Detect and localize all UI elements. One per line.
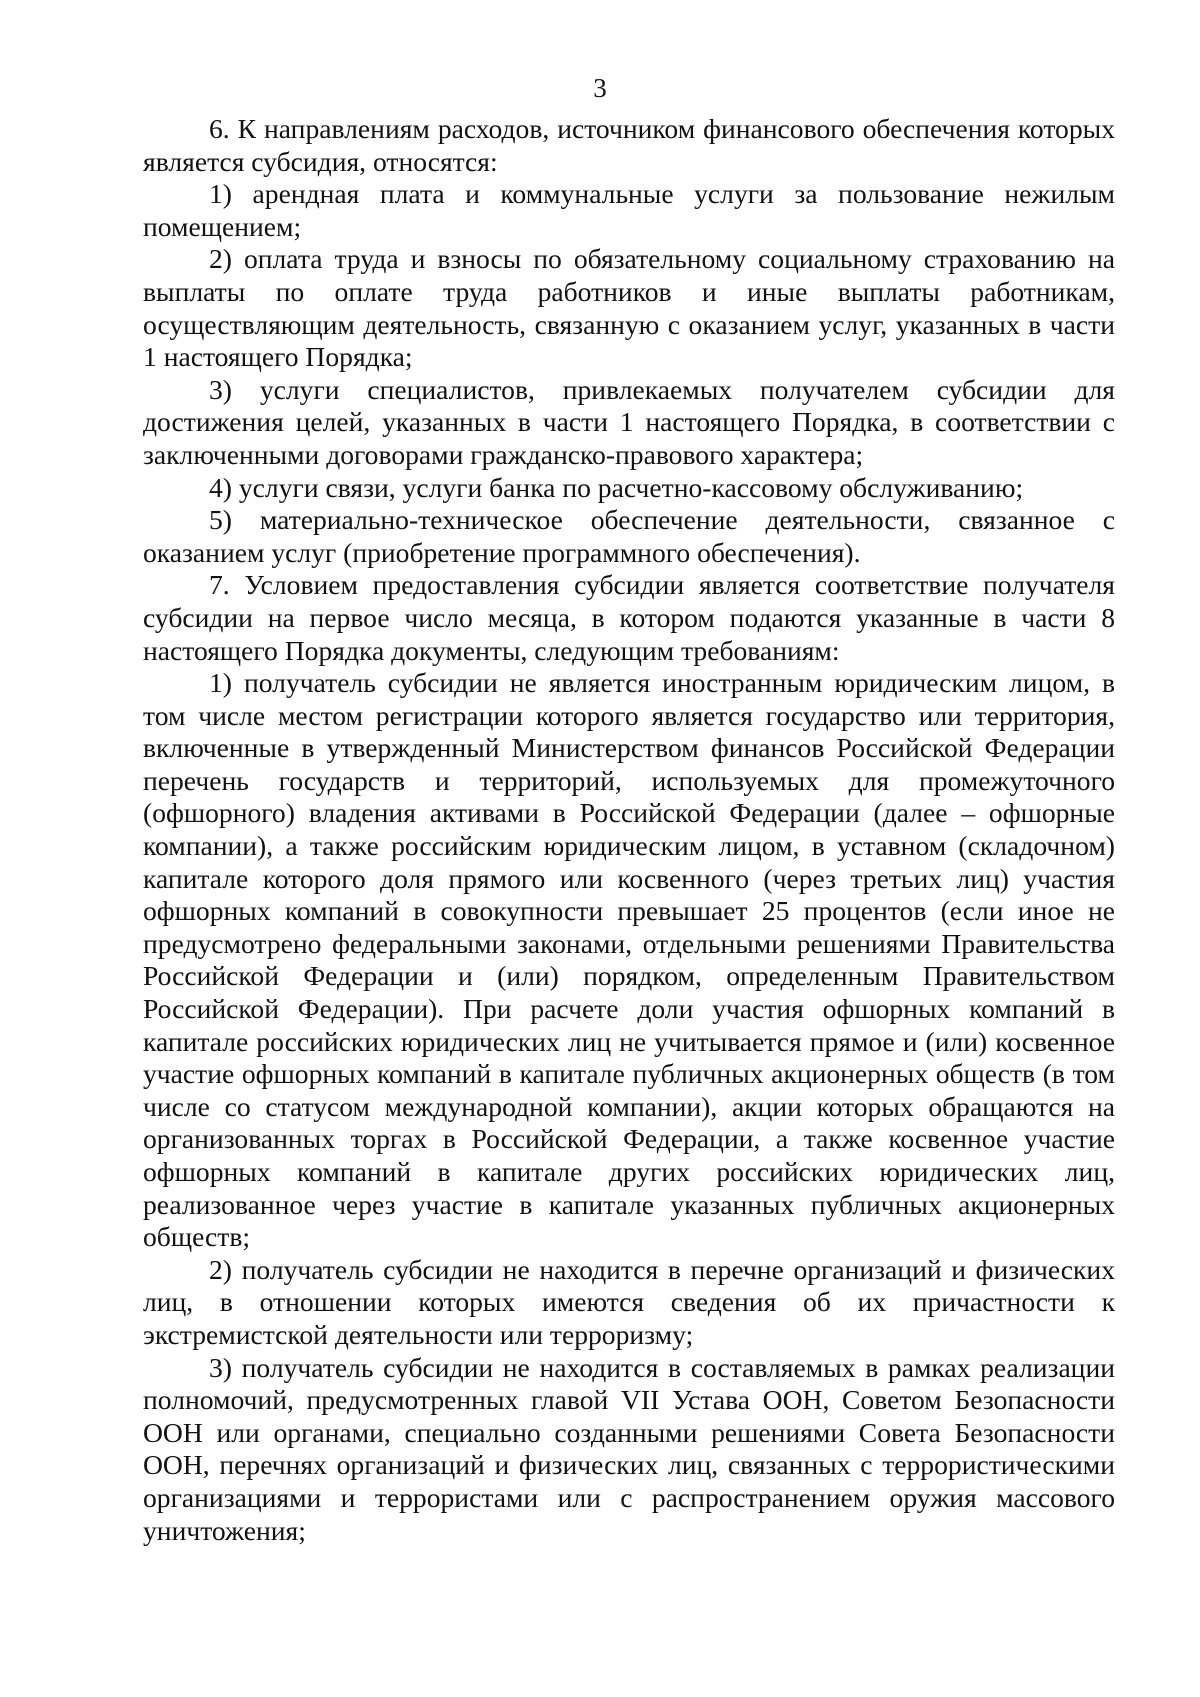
paragraph-7-heading: 7. Условием предоставления субсидии является соответствие получателя субсидии на первое число месяца, в котором подаются указанные в части 8 настоящего Порядка документы, следующим требованиям: xyxy=(143,569,1115,666)
list-item-6-4: 4) услуги связи, услуги банка по расчетно-кассовому обслуживанию; xyxy=(209,471,1024,503)
list-item-7-3: 3) получатель субсидии не находится в составляемых в рамках реализации полномочий, предусмотренных главой VII Устава ООН, Советом Безопасности ООН или органами, специально созданными решениями Совета Безопасности ООН, перечнях организаций и физических лиц, связанных с террористическими организациями и террористами или с распространением оружия массового уничтожения; xyxy=(143,1351,1115,1546)
page-number: 3 xyxy=(593,73,607,103)
document-body xyxy=(143,113,1115,1547)
paragraph-6-heading: 6. К направлениям расходов, источником финансового обеспечения которых является субсидия, относятся: xyxy=(143,113,1115,177)
list-item-6-1: 1) арендная плата и коммунальные услуги за пользование нежилым помещением; xyxy=(143,178,1115,242)
list-item-6-3: 3) услуги специалистов, привлекаемых получателем субсидии для достижения целей, указанных в части 1 настоящего Порядка, в соответствии с заключенными договорами гражданско-правового характера; xyxy=(143,373,1115,470)
list-item-6-2: 2) оплата труда и взносы по обязательному социальному страхованию на выплаты по оплате труда работников и иные выплаты работникам, осуществляющим деятельность, связанную с оказанием услуг, указанных в части 1 настоящего Порядка; xyxy=(143,243,1115,373)
list-item-7-2: 2) получатель субсидии не находится в перечне организаций и физических лиц, в отношении которых имеются сведения об их причастности к экстремистской деятельности или терроризму; xyxy=(143,1253,1115,1350)
list-item-6-5: 5) материально-техническое обеспечение деятельности, связанное с оказанием услуг (приобретение программного обеспечения). xyxy=(143,504,1115,568)
list-item-7-1: 1) получатель субсидии не является иностранным юридическим лицом, в том числе местом регистрации которого является государство или территория, включенные в утвержденный Министерством финансов Российской Федерации перечень государств и территорий, используемых для промежуточного (офшорного) владения активами в Российской Федерации (далее – офшорные компании), а также российским юридическим лицом, в уставном (складочном) капитале которого доля прямого или косвенного (через третьих лиц) участия офшорных компаний в совокупности превышает 25 процентов (если иное не предусмотрено федеральными законами, отдельными решениями Правительства Российской Федерации и (или) порядком, определенным Правительством Российской Федерации). При расчете доли участия офшорных компаний в капитале российских юридических лиц не учитывается прямое и (или) косвенное участие офшорных компаний в капитале публичных акционерных обществ (в том числе со статусом международной компании), акции которых обращаются на организованных торгах в Российской Федерации, а также косвенное участие офшорных компаний в капитале других российских юридических лиц, реализованное через участие в капитале указанных публичных акционерных обществ; xyxy=(143,667,1115,1253)
